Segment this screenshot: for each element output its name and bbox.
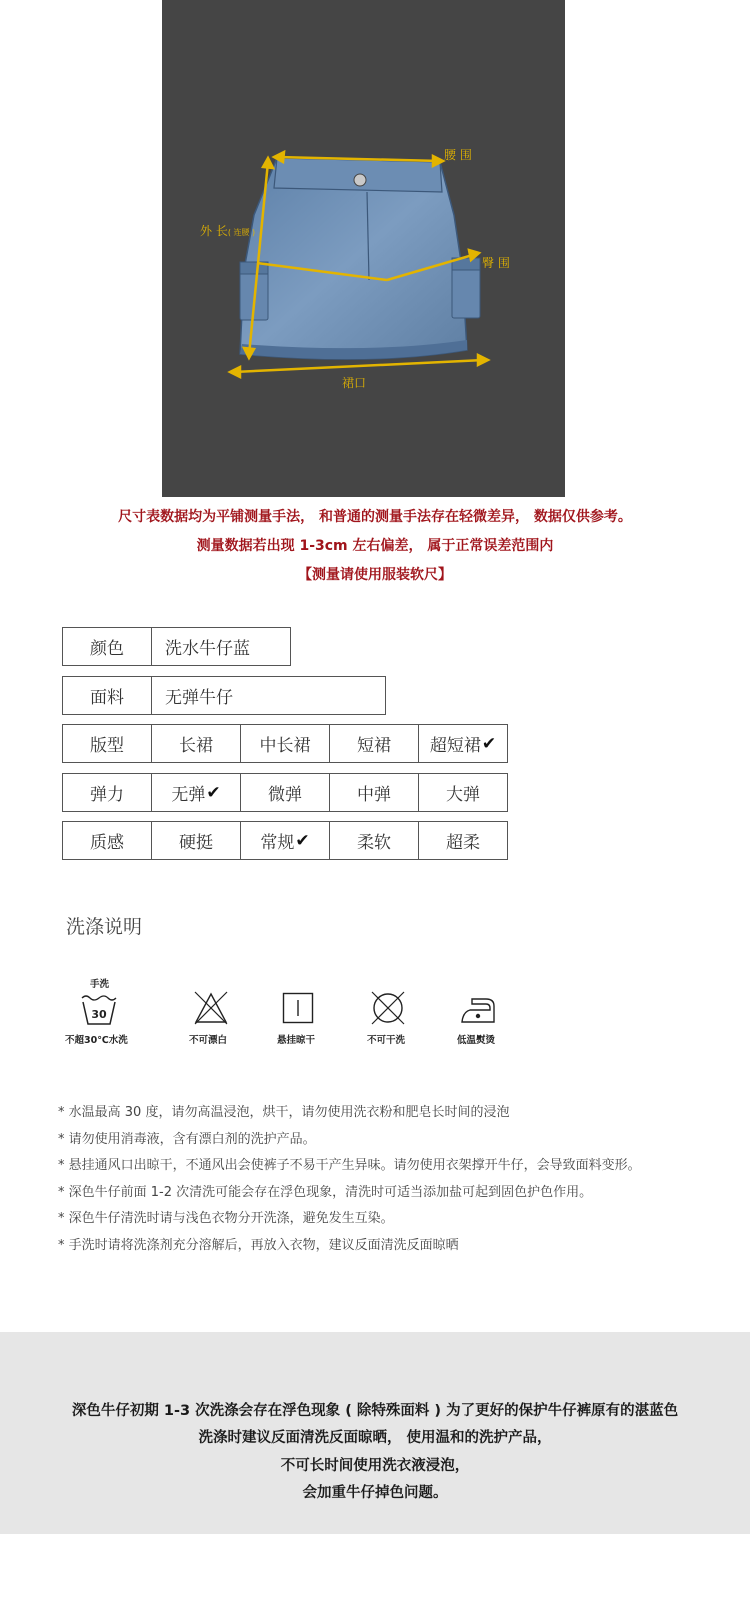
length-arrow-bottom — [244, 348, 254, 358]
spec-row-elasticity — [62, 773, 508, 812]
spec-label-fabric: 面料 — [62, 676, 152, 715]
spec-label-fit: 版型 — [62, 724, 152, 763]
denim-skirt-illustration — [162, 0, 565, 497]
wash-tip: * 水温最高 30 度，请勿高温浸泡，烘干，请勿使用洗衣粉和肥皂长时间的浸泡 — [58, 1105, 510, 1120]
texture-option-selected — [240, 821, 330, 860]
hem-arrow-left — [230, 367, 240, 377]
waist-label: 腰 围 — [444, 148, 472, 162]
length-label-note: ( 连腰 ) — [227, 228, 256, 237]
texture-option — [151, 821, 241, 860]
elasticity-option — [240, 773, 330, 812]
measurement-note-2: 测量数据若出现 1-3cm 左右偏差， 属于正常误差范围内 — [196, 538, 554, 554]
no-dry-clean-caption: 不可干洗 — [367, 1035, 406, 1046]
care-note-line: 洗涤时建议反面清洗反面晾晒， 使用温和的洗护产品， — [198, 1430, 552, 1446]
hem-arrow-right — [478, 355, 488, 365]
wash-tip: * 请勿使用消毒液，含有漂白剂的洗护产品。 — [58, 1131, 316, 1147]
low-iron-caption: 低温熨烫 — [457, 1035, 496, 1046]
care-note-line: 深色牛仔初期 1-3 次洗涤会存在浮色现象 ( 除特殊面料 ) 为了更好的保护牛仔裤原有的湛蓝色 — [71, 1403, 679, 1419]
button-icon — [354, 174, 366, 186]
texture-option — [329, 821, 419, 860]
spec-label-texture: 质感 — [62, 821, 152, 860]
wash-tip: * 悬挂通风口出晾干，不通风出会使裤子不易干产生异味。请勿使用衣架撑开牛仔，会导致面料变形。 — [58, 1158, 641, 1173]
no-dry-clean-icon — [370, 990, 406, 1026]
hem-label: 裙口 — [342, 376, 367, 390]
length-label-main: 外 长 — [200, 224, 228, 238]
hem-line — [234, 360, 484, 372]
wash-tip: * 手洗时请将洗涤剂充分溶解后，再放入衣物，建议反面清洗反面晾晒 — [58, 1237, 459, 1253]
no-bleach-icon — [193, 990, 229, 1026]
checkmark-icon: ✔ — [295, 830, 310, 851]
texture-option — [418, 821, 508, 860]
length-arrow-top — [263, 158, 273, 168]
spec-row-fabric — [62, 676, 386, 715]
denim-care-panel — [0, 1332, 750, 1534]
texture-option-label: 超柔 — [446, 833, 480, 853]
fit-option-label: 中长裙 — [259, 736, 311, 756]
fit-option-label: 短裙 — [357, 736, 391, 756]
measurement-note-1: 尺寸表数据均为平铺测量手法， 和普通的测量手法存在轻微差异， 数据仅供参考。 — [118, 509, 632, 525]
elasticity-option-label: 大弹 — [446, 785, 480, 805]
wash-tip: * 深色牛仔清洗时请与浅色衣物分开洗涤，避免发生互染。 — [58, 1211, 394, 1226]
low-iron-icon — [460, 996, 496, 1024]
hand-wash-caption: 不超30℃水洗 — [65, 1035, 128, 1046]
fit-option — [240, 724, 330, 763]
hand-wash-top-label: 手洗 — [90, 979, 110, 990]
texture-option-label: 硬挺 — [179, 833, 213, 853]
fit-option — [151, 724, 241, 763]
spec-label-elasticity: 弹力 — [62, 773, 152, 812]
spec-row-texture — [62, 821, 508, 860]
texture-option-label: 柔软 — [357, 833, 391, 853]
hip-label: 臀 围 — [482, 256, 510, 270]
hang-dry-icon — [282, 992, 314, 1024]
wash-tip: * 深色牛仔前面 1-2 次清洗可能会存在浮色现象，清洗时可适当添加盐可起到固色护色作用。 — [58, 1184, 593, 1200]
elasticity-option-selected — [151, 773, 241, 812]
fit-option-label: 长裙 — [179, 736, 213, 756]
fit-option — [329, 724, 419, 763]
checkmark-icon: ✔ — [206, 782, 221, 803]
hand-wash-number: 30 — [91, 1008, 107, 1021]
care-note-line: 会加重牛仔掉色问题。 — [302, 1485, 448, 1501]
spec-row-fit — [62, 724, 508, 763]
fit-option-selected — [418, 724, 508, 763]
elasticity-option — [418, 773, 508, 812]
fit-option-label: 超短裙 — [429, 736, 481, 756]
spec-label-color: 颜色 — [62, 627, 152, 666]
no-bleach-caption: 不可漂白 — [189, 1035, 228, 1046]
wash-title: 洗涤说明 — [66, 916, 143, 938]
wash-tips-list — [58, 1100, 641, 1259]
checkmark-icon: ✔ — [481, 733, 497, 754]
texture-option-label: 常规 — [260, 833, 295, 853]
waist-arrow-right — [433, 156, 443, 166]
elasticity-option-label: 微弹 — [268, 785, 302, 805]
spec-value-color: 洗水牛仔蓝 — [151, 627, 291, 666]
care-note-line: 不可长时间使用洗衣液浸泡， — [280, 1458, 470, 1474]
elasticity-option-label: 无弹 — [171, 785, 206, 805]
elasticity-option — [329, 773, 419, 812]
length-label — [200, 222, 255, 239]
spec-row-color — [62, 627, 291, 666]
elasticity-option-label: 中弹 — [357, 785, 391, 805]
hang-dry-caption: 悬挂晾干 — [277, 1035, 316, 1046]
measurement-note-3: 【测量请使用服装软尺】 — [298, 567, 452, 583]
hand-wash-30-icon — [80, 994, 118, 1026]
product-image — [162, 0, 565, 497]
spec-value-fabric: 无弹牛仔 — [151, 676, 386, 715]
